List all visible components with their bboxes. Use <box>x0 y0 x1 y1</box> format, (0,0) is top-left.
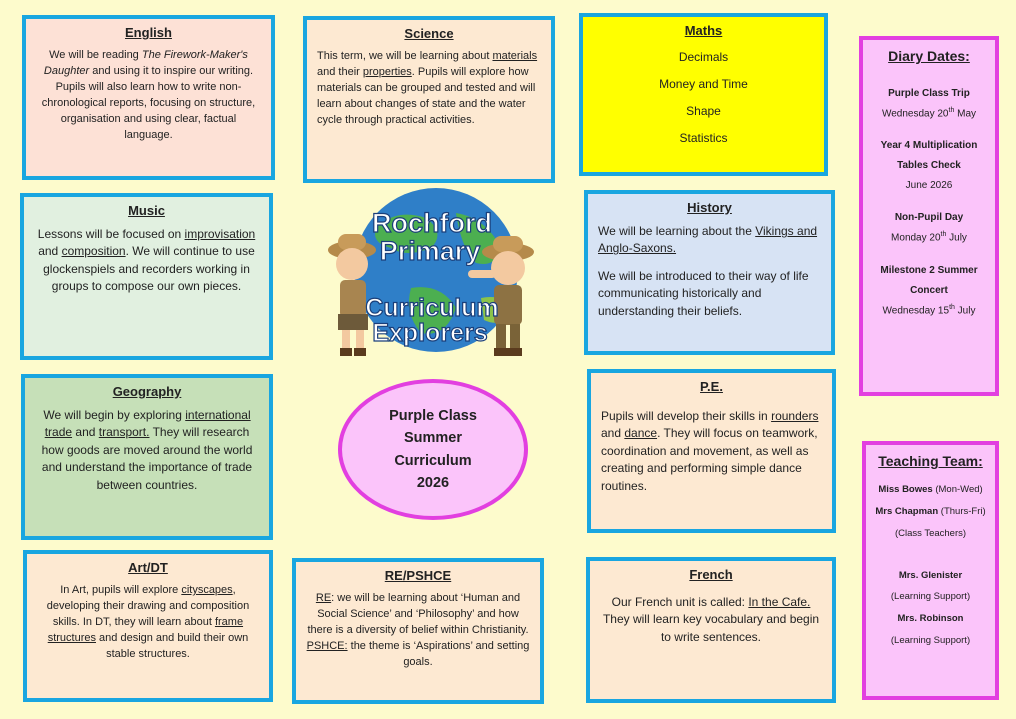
french-title: French <box>689 567 733 582</box>
pe-keyword-dance: dance <box>624 426 658 441</box>
team-role: (Class Teachers) <box>894 527 967 539</box>
geography-text-1: We will begin by exploring <box>43 408 186 422</box>
history-keyword-vikings: Vikings and Anglo-Saxons. <box>598 224 818 256</box>
team-member-name: Miss Bowes <box>878 484 933 495</box>
team-member <box>866 501 995 523</box>
history-title: History <box>687 200 732 215</box>
music-text-3: . We will continue to use glockenspiels and recorders working in groups to compose our own pieces. <box>43 244 255 294</box>
re-title: RE/PSHCE <box>384 568 452 583</box>
french-text <box>600 594 822 646</box>
class-title-circle <box>338 379 528 520</box>
geography-text-3: They will research how goods are moved around the world and understand the importance of trade between countries. <box>41 425 253 492</box>
history-text-2: We will be introduced to their way of life communicating historically and understanding their beliefs. <box>598 268 809 318</box>
diary-entry <box>863 208 995 248</box>
science-keyword-materials: materials <box>492 50 538 62</box>
music-text <box>34 226 259 296</box>
french-box <box>586 557 836 703</box>
art-keyword-cityscapes: cityscapes <box>181 584 233 596</box>
team-member <box>866 479 995 501</box>
class-title-line-4: 2026 <box>416 474 450 491</box>
diary-entry-name: Milestone 2 Summer Concert <box>880 264 978 296</box>
music-keyword-composition: composition <box>61 244 126 259</box>
logo-line-4: Explorers <box>372 319 488 347</box>
pe-title: P.E. <box>700 379 723 394</box>
english-book: The Firework-Maker's Daughter <box>43 49 248 77</box>
class-title-line-2: Summer <box>403 430 463 447</box>
team-member-name: Mrs. Glenister <box>898 569 963 581</box>
geography-keyword-transport: transport. <box>98 425 150 440</box>
science-text-1: This term, we will be learning about <box>317 50 493 62</box>
logo-line-1: Rochford <box>372 208 492 238</box>
english-box <box>22 15 275 180</box>
art-keyword-frame-structures: frame structures <box>47 615 244 644</box>
english-text-2: and using it to inspire our writing. Pupils will also learn how to write non-chronological reports, focusing on structure, organisation and using clear, factual language. <box>41 64 256 141</box>
geography-box <box>21 374 273 540</box>
diary-entry <box>863 84 995 124</box>
diary-entry-date <box>863 228 995 248</box>
diary-entry-date <box>863 301 995 321</box>
team-member-name: Mrs Chapman <box>875 505 939 517</box>
date-part: July <box>946 232 967 244</box>
date-suffix: th <box>940 231 947 239</box>
school-logo <box>316 188 546 363</box>
music-keyword-improvisation: improvisation <box>184 227 256 241</box>
re-text-2: the theme is ‘Aspirations’ and setting goals. <box>347 639 530 668</box>
english-title: English <box>125 25 172 40</box>
science-text-2: and their <box>317 65 363 78</box>
teaching-team-box <box>862 441 999 700</box>
diary-title: Diary Dates: <box>888 48 970 64</box>
art-text <box>37 583 259 663</box>
art-title: Art/DT <box>128 560 168 575</box>
diary-dates-box <box>859 36 999 396</box>
music-title: Music <box>128 203 165 218</box>
team-role: (Learning Support) <box>890 591 971 603</box>
maths-item: Money and Time <box>659 77 748 91</box>
music-box <box>20 193 273 360</box>
music-text-2: and <box>38 244 62 259</box>
re-keyword: RE <box>315 592 332 604</box>
science-box <box>303 16 555 183</box>
diary-entry-name: Purple Class Trip <box>888 88 970 99</box>
diary-entry <box>863 136 995 196</box>
pe-text-3: . They will focus on teamwork, coordination and movement, as well as creating and performing simple dance routines. <box>601 426 818 493</box>
music-text-1: Lessons will be focused on <box>37 227 185 241</box>
diary-entry-name: Year 4 Multiplication Tables Check <box>880 140 978 172</box>
science-text <box>317 49 541 129</box>
team-member-name: Mrs. Robinson <box>897 613 964 625</box>
date-part: July <box>954 304 976 316</box>
diary-entry <box>863 261 995 321</box>
history-text-1: We will be learning about the <box>598 224 756 238</box>
team-title: Teaching Team: <box>878 453 983 469</box>
pe-text <box>601 408 822 495</box>
geography-text <box>35 407 259 494</box>
class-title-line-1: Purple Class <box>389 407 477 424</box>
globe-explorers-logo <box>316 188 546 363</box>
logo-line-2: Primary <box>379 236 481 266</box>
pshce-keyword: PSHCE: <box>306 639 348 652</box>
date-suffix: th <box>949 303 955 311</box>
french-text-2: They will learn key vocabulary and begin to write sentences. <box>602 612 820 644</box>
re-text-1: : we will be learning about ‘Human and Social Science’ and ‘Philosophy’ and how there is a diversity of belief within Christianity. <box>307 592 529 636</box>
art-dt-box <box>23 550 273 702</box>
geography-title: Geography <box>112 384 182 399</box>
date-part: May <box>954 108 977 120</box>
date-suffix: th <box>948 107 955 114</box>
science-keyword-properties: properties <box>362 65 412 78</box>
history-text <box>598 223 821 258</box>
art-text-3: and design and build their own stable structures. <box>96 631 249 660</box>
french-keyword-cafe: In the Cafe. <box>748 595 811 609</box>
maths-box <box>579 13 828 176</box>
diary-entry-date: June 2026 <box>905 180 953 192</box>
team-role: (Learning Support) <box>890 635 971 647</box>
pe-text-1: Pupils will develop their skills in <box>601 409 772 423</box>
date-part: Wednesday 20 <box>881 108 949 120</box>
maths-item: Decimals <box>678 50 729 64</box>
diary-entry-name: Non-Pupil Day <box>894 212 964 224</box>
pe-box <box>587 369 836 533</box>
english-text-1: We will be reading <box>49 49 142 61</box>
english-text <box>36 48 261 144</box>
re-pshce-box <box>292 558 544 704</box>
diary-entry-date <box>863 104 995 124</box>
team-member-note: (Mon-Wed) <box>932 484 983 495</box>
team-member-note: (Thurs-Fri) <box>938 505 986 517</box>
art-text-2: , developing their drawing and composition skills. In DT, they will learn about <box>46 584 250 628</box>
art-text-1: In Art, pupils will explore <box>60 584 182 596</box>
geography-keyword-trade: international trade <box>44 408 251 440</box>
pe-keyword-rounders: rounders <box>771 409 819 423</box>
history-box <box>584 190 835 355</box>
geography-text-2: and <box>72 425 99 440</box>
date-part: Wednesday 15 <box>882 304 950 316</box>
science-title: Science <box>404 26 454 41</box>
class-title-line-3: Curriculum <box>394 452 472 469</box>
maths-item: Shape <box>686 104 721 118</box>
re-text <box>306 591 530 671</box>
date-part: Monday 20 <box>891 232 941 244</box>
maths-title: Maths <box>684 23 723 38</box>
science-text-3: . Pupils will explore how materials can be grouped and tested and will learn about changes of state and the water cycle through practical activities. <box>317 65 536 126</box>
french-text-1: Our French unit is called: <box>611 595 749 609</box>
logo-line-3: Curriculum <box>365 294 499 322</box>
pe-text-2: and <box>601 426 625 441</box>
maths-item: Statistics <box>679 131 728 145</box>
